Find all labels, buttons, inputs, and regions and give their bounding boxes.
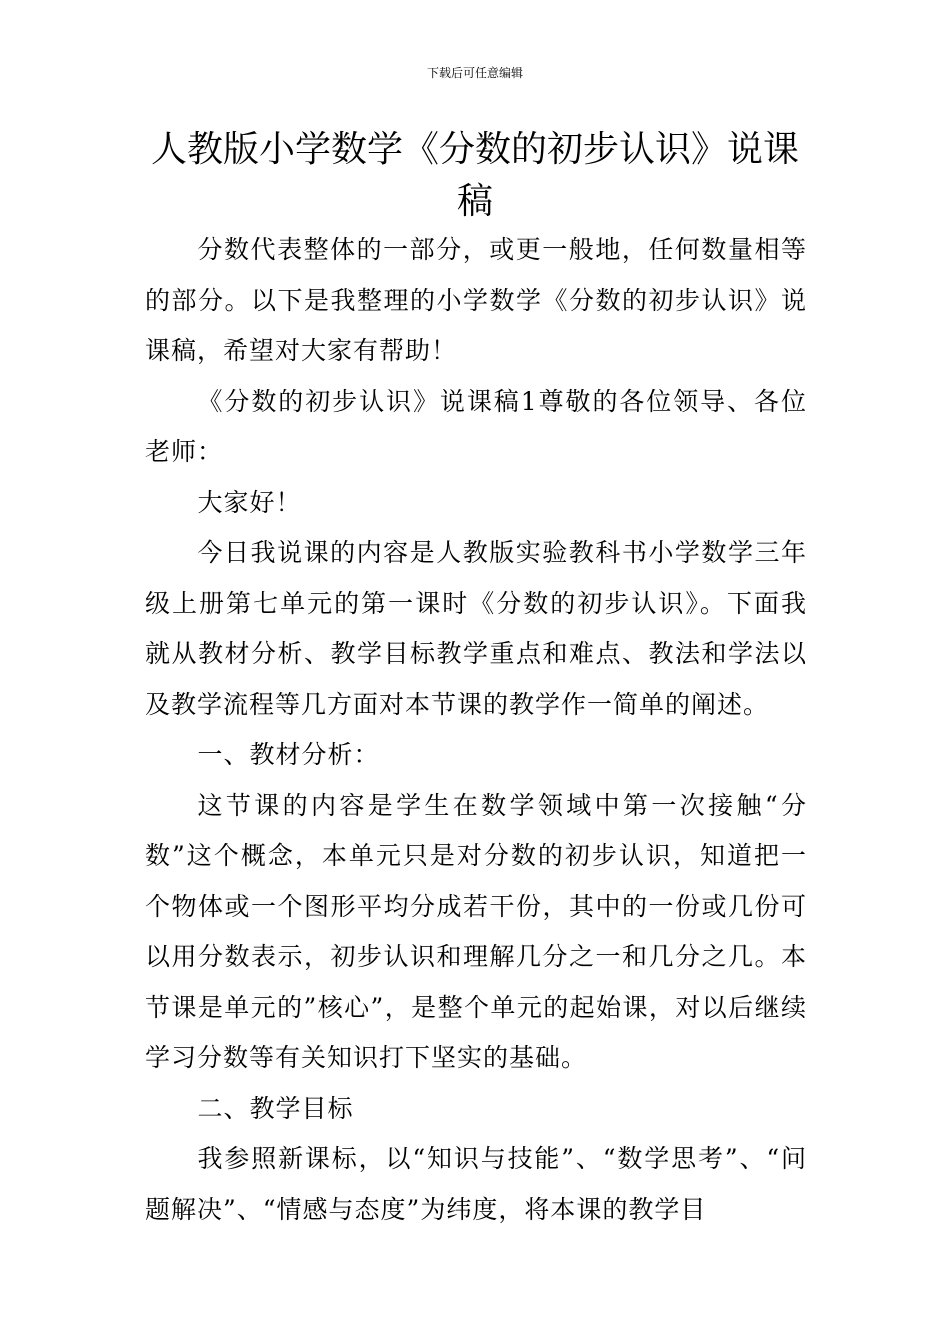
paragraph-hello: 大家好！ — [197, 487, 302, 517]
paragraph-textbook-analysis: 这节课的内容是学生在数学领域中第一次接触“分数”这个概念，本单元只是对分数的初步认识，知道把一个物体或一个图形平均分成若干份，其中的一份或几份可以用分数表示，初步认识和理解几分之一和几分之几。本节课是单元的”核心”，是整个单元的起始课，对以后继续学习分数等有关知识打下坚实的基础。 — [145, 790, 807, 1072]
document-body — [145, 225, 807, 1235]
paragraph-teaching-goals: 我参照新课标，以“知识与技能”、“数学思考”、“问题解决”、“情感与态度”为纬度，将本课的教学目 — [145, 1144, 807, 1224]
section-heading-textbook-analysis: 一、教材分析： — [197, 740, 380, 769]
page-header-note: 下载后可任意编辑 — [426, 66, 523, 80]
paragraph-intro: 分数代表整体的一部分，或更一般地，任何数量相等的部分。以下是我整理的小学数学《分数的初步认识》说课稿，希望对大家有帮助！ — [145, 235, 807, 365]
paragraph-greeting-line: 《分数的初步认识》说课稿1尊敬的各位领导、各位老师： — [145, 386, 807, 466]
paragraph-overview: 今日我说课的内容是人教版实验教科书小学数学三年级上册第七单元的第一课时《分数的初步认识》。下面我就从教材分析、教学目标教学重点和难点、教法和学法以及教学流程等几方面对本节课的教学作一简单的阐述。 — [145, 538, 807, 719]
section-heading-teaching-goals: 二、教学目标 — [197, 1093, 354, 1123]
document-title: 人教版小学数学《分数的初步认识》说课稿 — [150, 129, 799, 222]
